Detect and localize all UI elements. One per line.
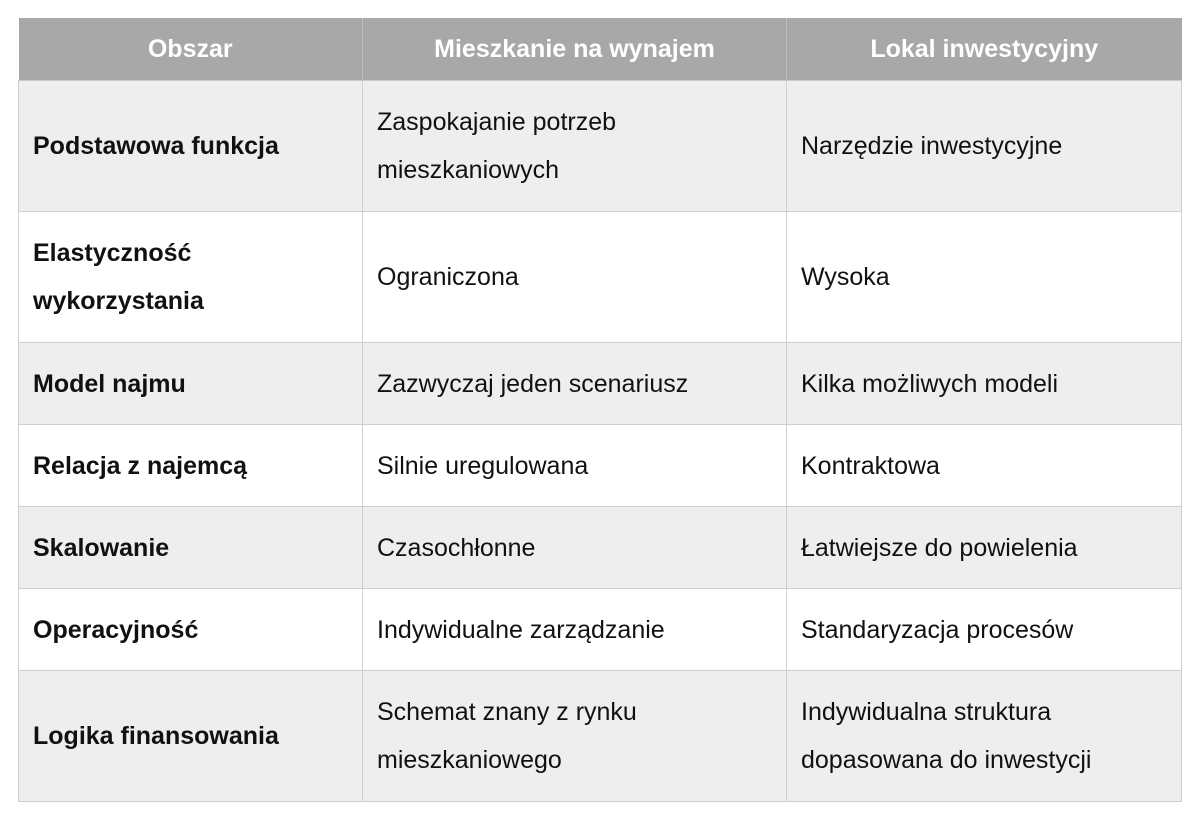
investment-cell: Narzędzie inwestycyjne <box>787 81 1182 212</box>
rental-cell: Indywidualne zarządzanie <box>363 589 787 671</box>
table-row <box>19 507 1182 589</box>
rental-cell: Schemat znany z rynku mieszkaniowego <box>363 671 787 802</box>
investment-cell: Łatwiejsze do powielenia <box>787 507 1182 589</box>
header-area: Obszar <box>19 18 363 81</box>
row-label: Operacyjność <box>19 589 363 671</box>
table-row <box>19 81 1182 212</box>
rental-cell: Zazwyczaj jeden scenariusz <box>363 343 787 425</box>
investment-cell: Indywidualna struktura dopasowana do inwestycji <box>787 671 1182 802</box>
header-investment-unit: Lokal inwestycyjny <box>787 18 1182 81</box>
rental-cell: Ograniczona <box>363 212 787 343</box>
investment-cell: Kilka możliwych modeli <box>787 343 1182 425</box>
table-row <box>19 425 1182 507</box>
table-header <box>19 18 1182 81</box>
rental-cell: Zaspokajanie potrzeb mieszkaniowych <box>363 81 787 212</box>
table-row <box>19 589 1182 671</box>
investment-cell: Kontraktowa <box>787 425 1182 507</box>
row-label: Elastyczność wykorzystania <box>19 212 363 343</box>
comparison-table <box>18 18 1182 802</box>
table-body <box>19 81 1182 802</box>
row-label: Logika finansowania <box>19 671 363 802</box>
investment-cell: Wysoka <box>787 212 1182 343</box>
table-row <box>19 212 1182 343</box>
header-row <box>19 18 1182 81</box>
row-label: Model najmu <box>19 343 363 425</box>
rental-cell: Silnie uregulowana <box>363 425 787 507</box>
investment-cell: Standaryzacja procesów <box>787 589 1182 671</box>
row-label: Podstawowa funkcja <box>19 81 363 212</box>
rental-cell: Czasochłonne <box>363 507 787 589</box>
header-rental-apartment: Mieszkanie na wynajem <box>363 18 787 81</box>
table-row <box>19 343 1182 425</box>
row-label: Relacja z najemcą <box>19 425 363 507</box>
table-row <box>19 671 1182 802</box>
row-label: Skalowanie <box>19 507 363 589</box>
